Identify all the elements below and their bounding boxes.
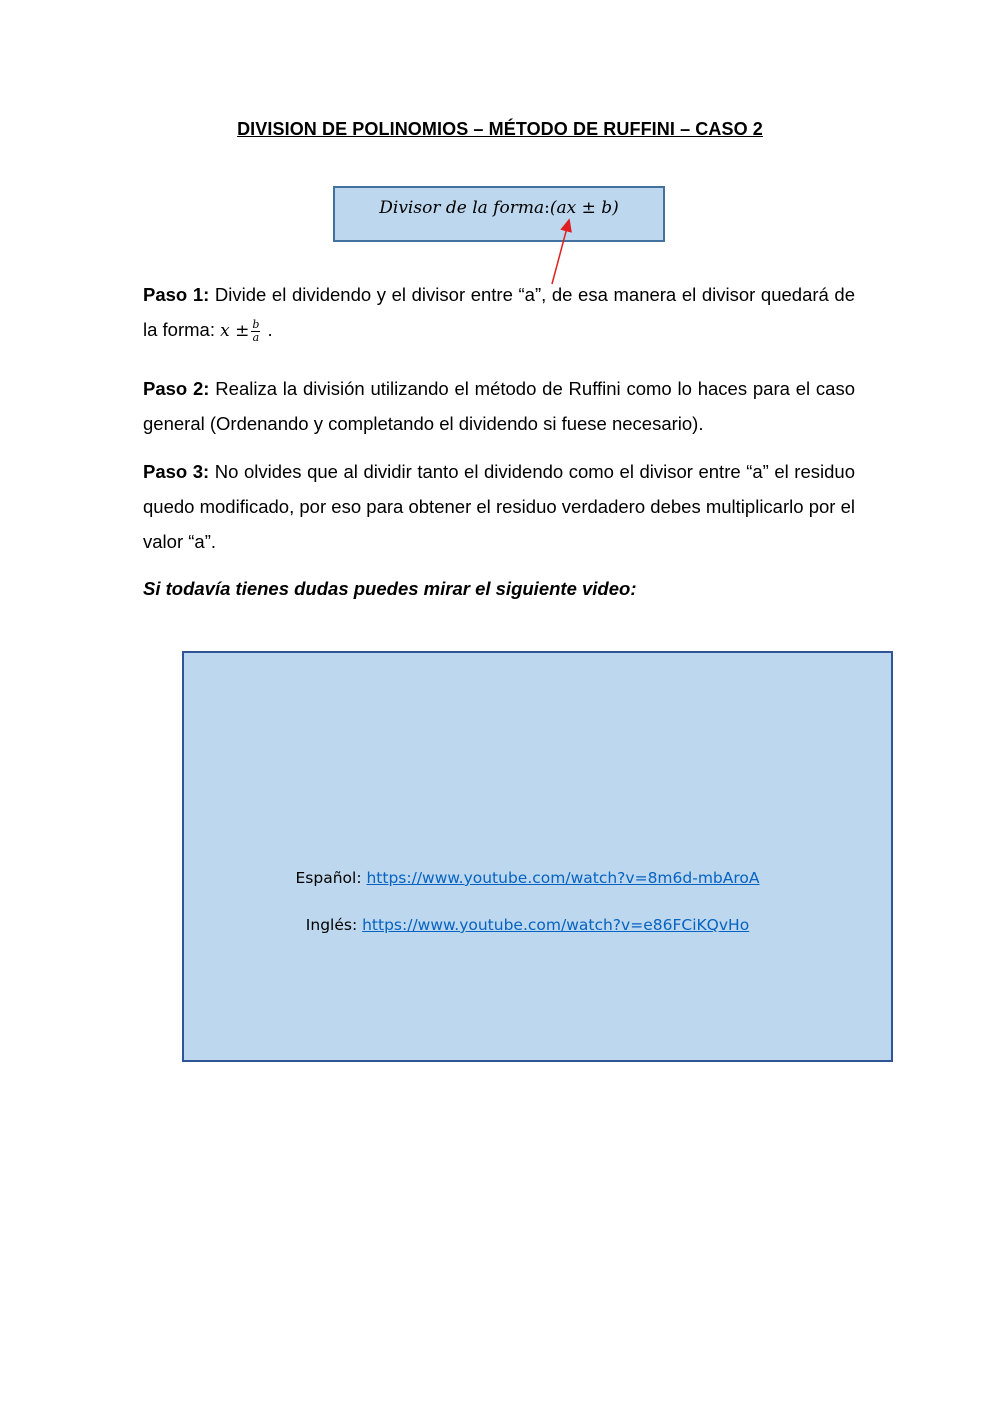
- step-1: [143, 277, 855, 349]
- step-3: [143, 454, 855, 559]
- step-1-text: Divide el dividendo y el divisor entre “a”, de esa manera el divisor quedará de la forma:: [143, 284, 856, 340]
- step-2: [143, 371, 855, 441]
- video-links-box: [182, 651, 893, 1062]
- step-2-label: Paso 2:: [143, 378, 210, 399]
- fraction-b-over-a: [251, 319, 260, 344]
- divisor-formula-box: [333, 186, 665, 242]
- video-label-english: Inglés:: [305, 916, 358, 934]
- step-3-label: Paso 3:: [143, 461, 210, 482]
- step-2-text: Realiza la división utilizando el método de Ruffini como lo haces para el caso general (Ordenando y completando el dividendo si fuese necesario).: [143, 378, 855, 434]
- step-1-math: x ±: [220, 321, 250, 341]
- fraction-numerator: b: [252, 317, 260, 331]
- video-link-english-row: [174, 916, 881, 934]
- step-1-tail: .: [262, 319, 273, 340]
- page-title: DIVISION DE POLINOMIOS – MÉTODO DE RUFFINI – CASO 2: [237, 119, 763, 139]
- divisor-formula: (ax ± b): [549, 198, 619, 218]
- video-label-spanish: Español:: [295, 869, 362, 887]
- divisor-colon: :: [544, 198, 550, 218]
- video-link-english[interactable]: https://www.youtube.com/watch?v=e86FCiKQvHo: [362, 916, 750, 934]
- video-question: Si todavía tienes dudas puedes mirar el siguiente video:: [143, 578, 637, 599]
- video-link-spanish[interactable]: https://www.youtube.com/watch?v=8m6d-mbAroA: [366, 869, 760, 887]
- fraction-denominator: a: [252, 330, 260, 344]
- step-3-text: No olvides que al dividir tanto el dividendo como el divisor entre “a” el residuo quedo modificado, por eso para obtener el residuo verdadero debes multiplicarlo por el valor “a”.: [143, 461, 855, 552]
- divisor-label: Divisor de la forma: [379, 198, 545, 218]
- step-1-label: Paso 1:: [143, 284, 210, 305]
- video-link-spanish-row: [174, 869, 881, 887]
